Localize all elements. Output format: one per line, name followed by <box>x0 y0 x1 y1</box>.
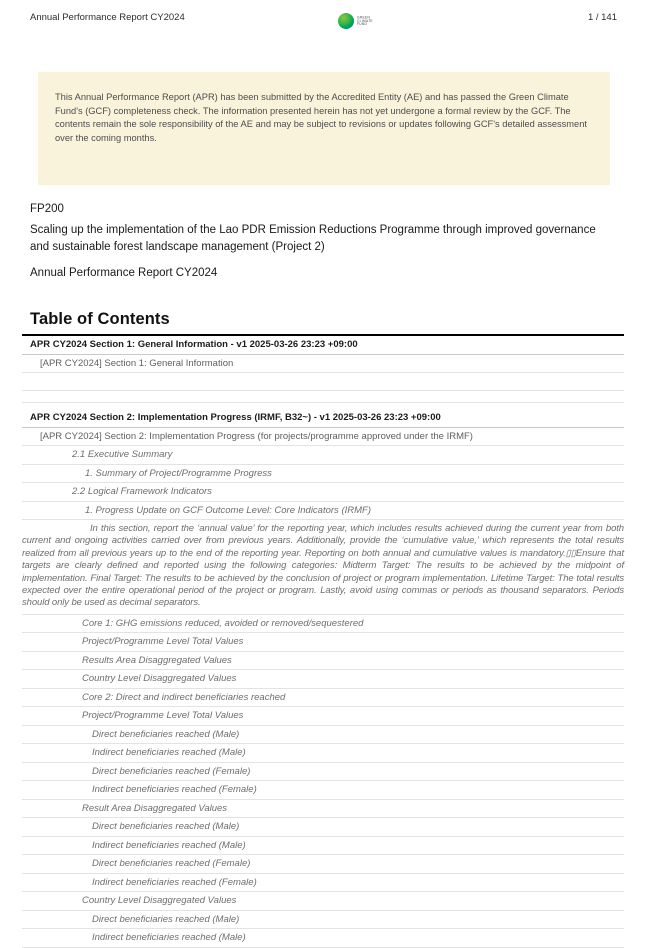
toc-entry: 1. Summary of Project/Programme Progress <box>22 465 624 484</box>
toc-entry: [APR CY2024] Section 2: Implementation Progress (for projects/programme approved under the IRMF) <box>22 428 624 447</box>
project-code: FP200 <box>30 203 64 215</box>
gcf-logo-line: FUND <box>357 22 368 27</box>
report-title: Annual Performance Report CY2024 <box>30 267 218 279</box>
toc-entry: [APR CY2024] Section 1: General Information <box>22 355 624 374</box>
page-header <box>0 0 646 33</box>
gcf-logo-line: CLIMATE <box>357 18 373 23</box>
notice-banner: This Annual Performance Report (APR) has been submitted by the Accredited Entity (AE) and has passed the Green Climate Fund's (GCF) completeness check. The information presented herein has not yet undergone a formal review by the GCF. The contents remain the sole responsibility of the AE and may be subject to revisions or updates following GCF's detailed assessment over the coming months. <box>38 72 610 185</box>
toc-entry: Country Level Disaggregated Values <box>22 892 624 911</box>
table-of-contents <box>22 310 624 948</box>
toc-entry: Country Level Disaggregated Values <box>22 670 624 689</box>
toc-entry: Indirect beneficiaries reached (Female) <box>22 874 624 893</box>
toc-entry: Direct beneficiaries reached (Male) <box>22 726 624 745</box>
toc-entry: Direct beneficiaries reached (Female) <box>22 763 624 782</box>
toc-entry: Project/Programme Level Total Values <box>22 633 624 652</box>
toc-entry: In this section, report the ‘annual value’ for the reporting year, which includes results achieved during the current year from both current and ongoing activities carried over from previous years. Additionally, provide the ‘cumulative value,’ which represents the total results realized from all previous years up to the end of the reporting year. Reporting on both annual and cumulative values is mandatory.▯▯Ensure that targets are clearly defined and reported using the following categories: Midterm Target: The results to be achieved by the midpoint of implementation. Final Target: The results to be achieved by the conclusion of project or program implementation. Lifetime Target: The total results expected over the entire operational period of the project or program. Lastly, avoid using commas or periods as thousand separators. Periods should only be used as decimal separators. <box>22 520 624 615</box>
project-title: Scaling up the implementation of the Lao PDR Emission Reductions Programme through improved governance and sustainable forest landscape management (Project 2) <box>30 224 596 253</box>
toc-entry: 2.2 Logical Framework Indicators <box>22 483 624 502</box>
title-block <box>30 203 616 279</box>
gcf-logo-wordmark <box>357 16 373 26</box>
toc-heading: Table of Contents <box>22 310 624 336</box>
header-document-title: Annual Performance Report CY2024 <box>30 12 185 23</box>
toc-entry: 1. Progress Update on GCF Outcome Level: Core Indicators (IRMF) <box>22 502 624 521</box>
toc-entry: Project/Programme Level Total Values <box>22 707 624 726</box>
toc-entry: Core 2: Direct and indirect beneficiaries reached <box>22 689 624 708</box>
toc-entry: Indirect beneficiaries reached (Female) <box>22 781 624 800</box>
toc-entry: Direct beneficiaries reached (Female) <box>22 855 624 874</box>
toc-entry: Indirect beneficiaries reached (Male) <box>22 744 624 763</box>
toc-entry: Indirect beneficiaries reached (Male) <box>22 837 624 856</box>
toc-rows <box>22 336 624 948</box>
toc-entry: Direct beneficiaries reached (Male) <box>22 911 624 930</box>
toc-entry: Direct beneficiaries reached (Male) <box>22 818 624 837</box>
toc-entry: Results Area Disaggregated Values <box>22 652 624 671</box>
toc-section-header: APR CY2024 Section 2: Implementation Progress (IRMF, B32~) - v1 2025-03-26 23:23 +09:00 <box>22 409 624 428</box>
toc-entry: 2.1 Executive Summary <box>22 446 624 465</box>
toc-entry <box>22 373 624 391</box>
page-number: 1 / 141 <box>587 12 617 23</box>
toc-section-header: APR CY2024 Section 1: General Information - v1 2025-03-26 23:23 +09:00 <box>22 336 624 355</box>
gcf-logo <box>338 9 395 33</box>
gcf-globe-icon <box>338 13 354 29</box>
toc-entry: Result Area Disaggregated Values <box>22 800 624 819</box>
gcf-logo-line: GREEN <box>357 15 371 20</box>
toc-entry: Core 1: GHG emissions reduced, avoided or removed/sequestered <box>22 615 624 634</box>
toc-entry <box>22 391 624 403</box>
toc-entry: Indirect beneficiaries reached (Male) <box>22 929 624 948</box>
